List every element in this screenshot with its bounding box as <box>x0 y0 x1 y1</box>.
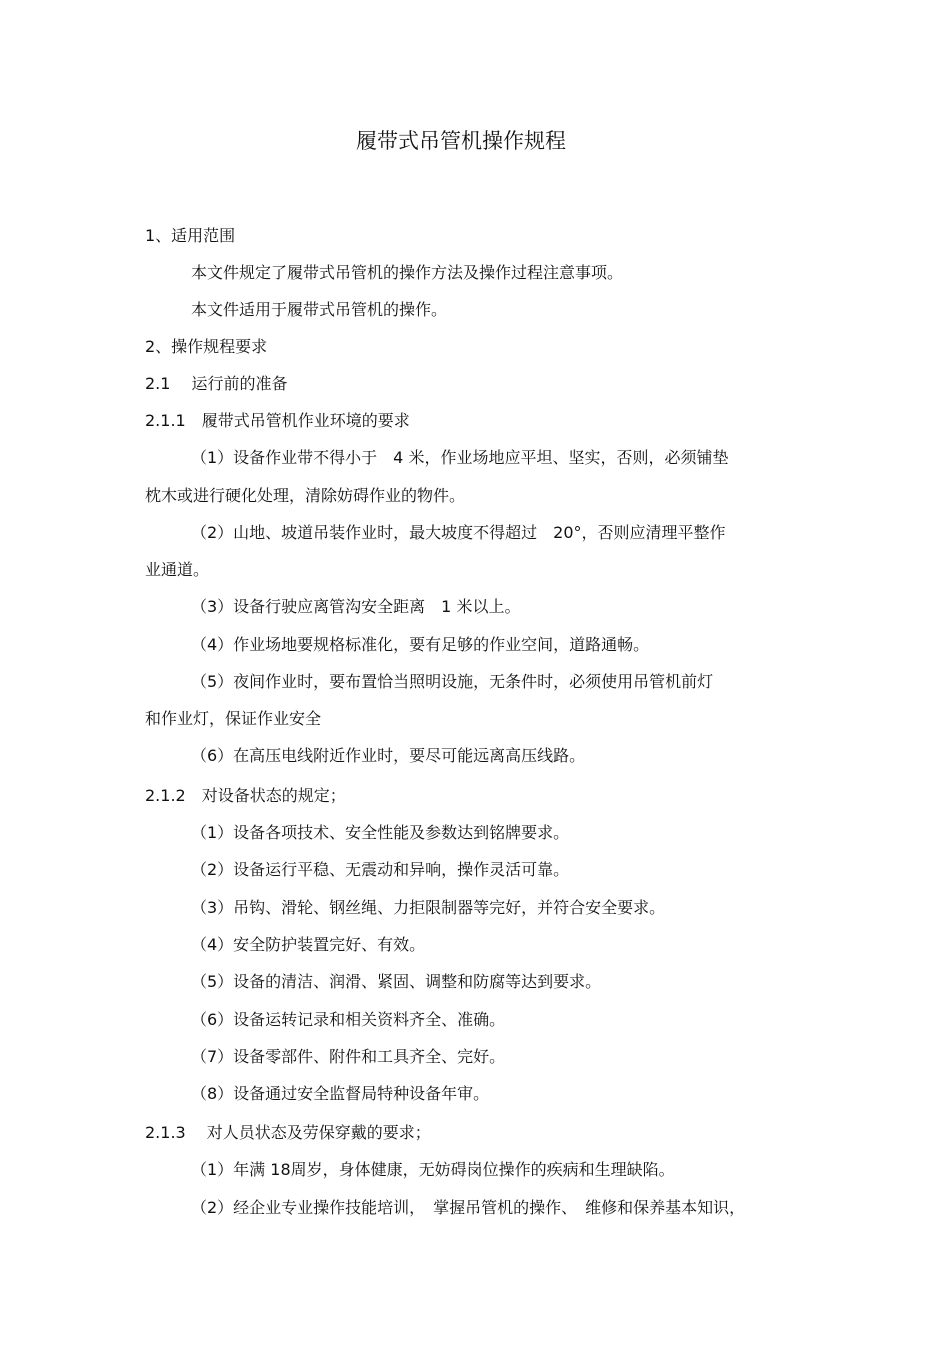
list-item-line: （3）设备行驶应离管沟安全距离 1 米以上。 <box>191 597 521 616</box>
list-item-line: （1）年满 18周岁，身体健康，无妨碍岗位操作的疾病和生理缺陷。 <box>191 1160 675 1179</box>
list-item-line: （6）在高压电线附近作业时，要尽可能远离高压线路。 <box>191 746 586 765</box>
list-item-line: （7）设备零部件、附件和工具齐全、完好。 <box>191 1047 506 1066</box>
subsection-heading-2-1-2: 2.1.2 对设备状态的规定； <box>145 786 346 805</box>
list-item-line: （1）设备作业带不得小于 4 米，作业场地应平坦、坚实，否则，必须铺垫 <box>191 448 729 467</box>
document-title: 履带式吊管机操作规程 <box>356 129 566 153</box>
list-item-continuation: 和作业灯，保证作业安全 <box>145 709 322 728</box>
list-item-line: （3）吊钩、滑轮、钢丝绳、力拒限制器等完好，并符合安全要求。 <box>191 898 666 917</box>
list-item-line: （8）设备通过安全监督局特种设备年审。 <box>191 1084 490 1103</box>
list-item-line: （6）设备运转记录和相关资料齐全、准确。 <box>191 1010 506 1029</box>
subsection-heading-2-1-3: 2.1.3 对人员状态及劳保穿戴的要求； <box>145 1123 431 1142</box>
paragraph-line: 本文件规定了履带式吊管机的操作方法及操作过程注意事项。 <box>191 263 624 282</box>
list-item-line: （2）经企业专业操作技能培训， 掌握吊管机的操作、 维修和保养基本知识， <box>191 1198 746 1217</box>
list-item-line: （2）山地、坡道吊装作业时，最大坡度不得超过 20°，否则应清理平整作 <box>191 523 726 542</box>
list-item-continuation: 枕木或进行硬化处理，清除妨碍作业的物件。 <box>145 486 466 505</box>
subsection-heading-2-1-1: 2.1.1 履带式吊管机作业环境的要求 <box>145 411 410 430</box>
paragraph-line: 本文件适用于履带式吊管机的操作。 <box>191 300 448 319</box>
list-item-line: （5）夜间作业时，要布置恰当照明设施，无条件时，必须使用吊管机前灯 <box>191 672 714 691</box>
list-item-continuation: 业通道。 <box>145 560 210 579</box>
list-item-line: （2）设备运行平稳、无震动和异响，操作灵活可靠。 <box>191 860 570 879</box>
list-item-line: （5）设备的清洁、润滑、紧固、调整和防腐等达到要求。 <box>191 972 602 991</box>
subsection-heading-2-1: 2.1 运行前的准备 <box>145 374 288 393</box>
section-heading-1: 1、适用范围 <box>145 226 236 245</box>
list-item-line: （1）设备各项技术、安全性能及参数达到铭牌要求。 <box>191 823 570 842</box>
list-item-line: （4）安全防护装置完好、有效。 <box>191 935 426 954</box>
section-heading-2: 2、操作规程要求 <box>145 337 268 356</box>
list-item-line: （4）作业场地要规格标准化，要有足够的作业空间，道路通畅。 <box>191 635 650 654</box>
